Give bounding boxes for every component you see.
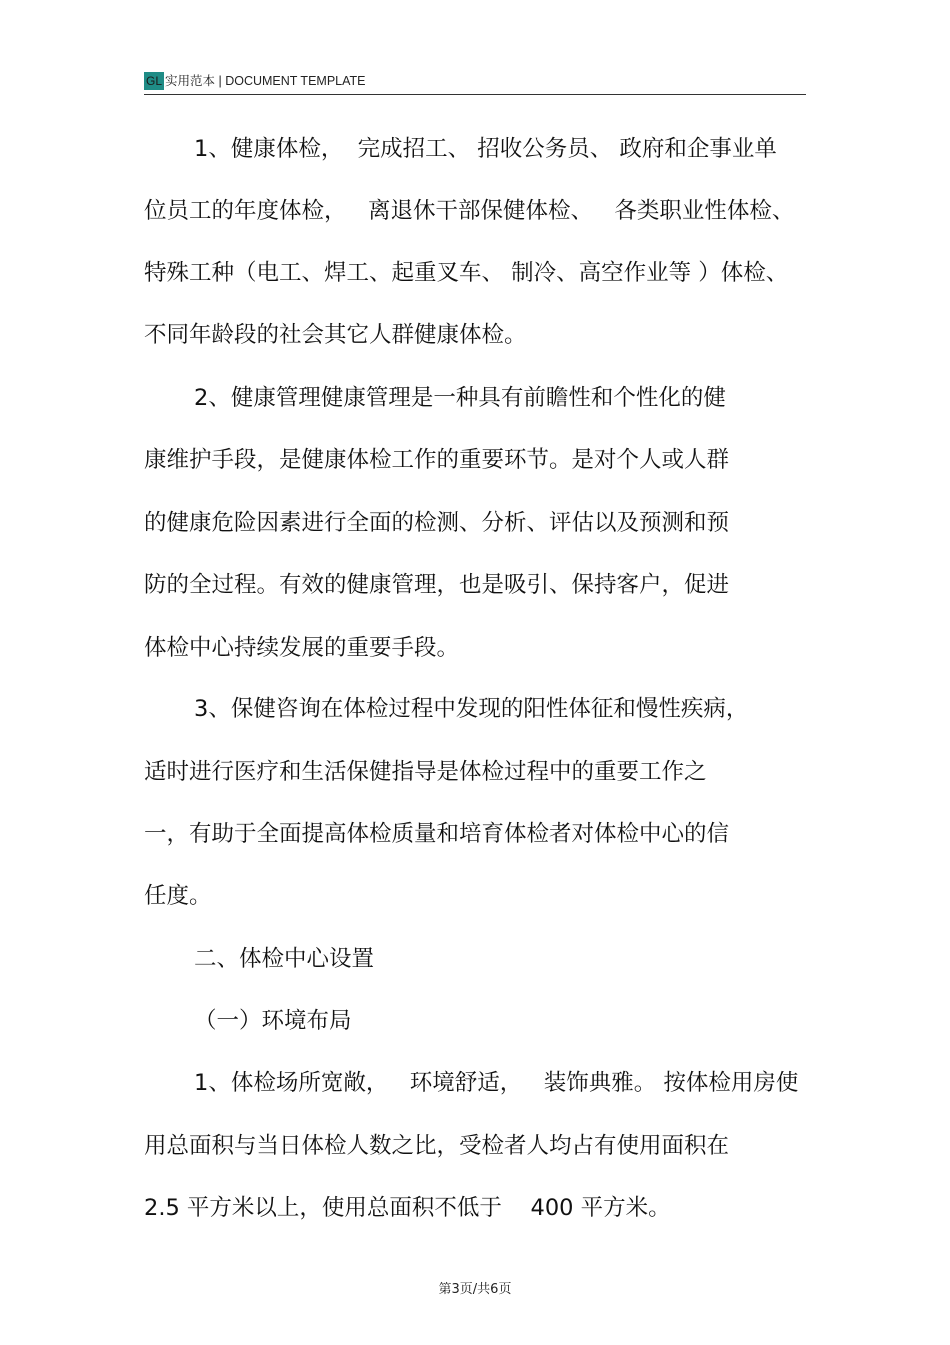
body-line: 不同年龄段的社会其它人群健康体检。 [144,322,527,348]
body-line: 1、体检场所宽敞， 环境舒适， 装饰典雅。 按体检用房使 [194,1070,799,1096]
body-line: 2、健康管理健康管理是一种具有前瞻性和个性化的健 [194,385,726,411]
body-line: 防的全过程。有效的健康管理，也是吸引、保持客户，促进 [144,572,730,598]
gl-logo: GL [145,74,162,88]
body-line: 的健康危险因素进行全面的检测、分析、评估以及预测和预 [144,510,730,536]
body-line: 2.5 平方米以上，使用总面积不低于 400 平方米。 [144,1195,671,1221]
body-line: 适时进行医疗和生活保健指导是体检过程中的重要工作之 [144,759,707,785]
body-line: 一，有助于全面提高体检质量和培育体检者对体检中心的信 [144,821,730,847]
body-line: 康维护手段，是健康体检工作的重要环节。是对个人或人群 [144,447,730,473]
page-number: 第3页/共6页 [438,1282,512,1297]
page-header [144,70,806,95]
body-line: 3、保健咨询在体检过程中发现的阳性体征和慢性疾病， [194,696,749,722]
body-line: 用总面积与当日体检人数之比，受检者人均占有使用面积在 [144,1133,730,1159]
body-line: 1、健康体检， 完成招工、 招收公务员、 政府和企事业单 [194,136,777,162]
section-heading: 二、体检中心设置 [194,946,375,972]
body-line: 体检中心持续发展的重要手段。 [144,635,460,661]
body-line: 特殊工种（电工、焊工、起重叉车、 制冷、高空作业等 ）体检、 [144,260,789,286]
body-line: 位员工的年度体检， 离退休干部保健体检、 各类职业性体检、 [144,198,795,224]
subsection-heading: （一）环境布局 [194,1008,352,1034]
header-title: 实用范本 | DOCUMENT TEMPLATE [165,74,366,88]
body-line: 任度。 [144,883,212,909]
